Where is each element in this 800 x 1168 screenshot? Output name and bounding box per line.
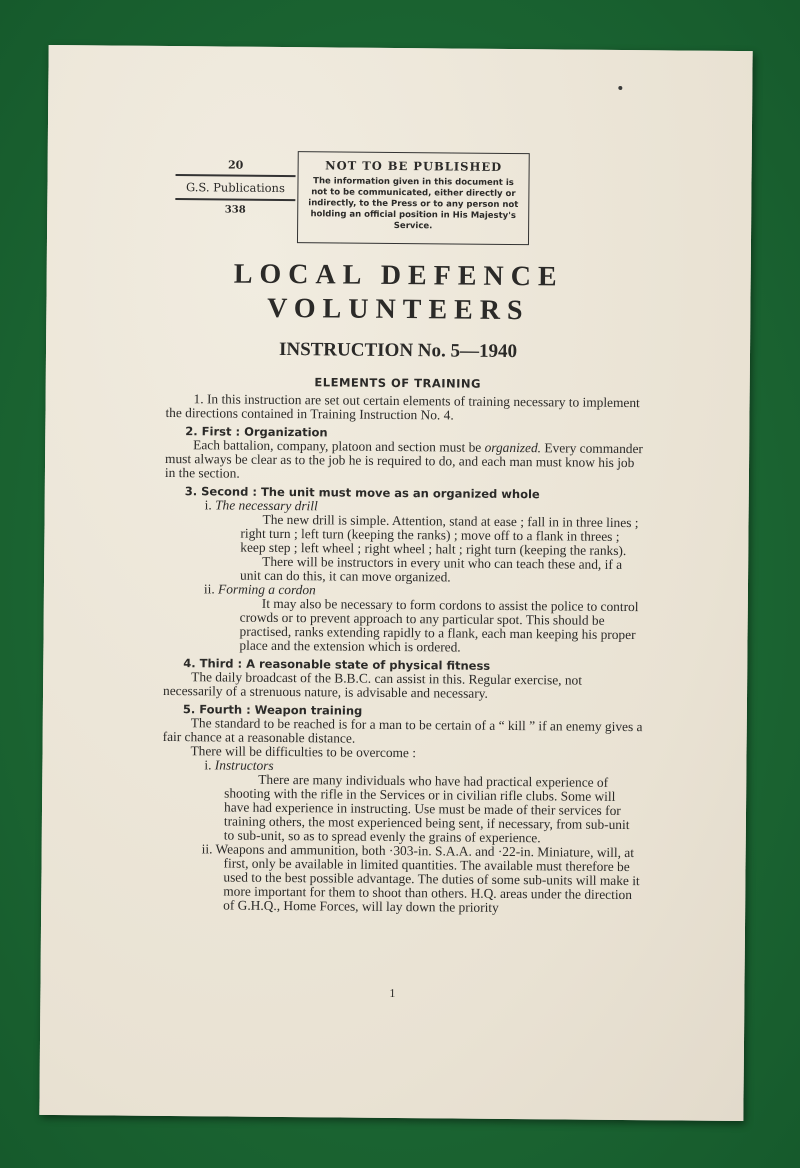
paragraph-difficulties: There will be difficulties to be overcome : xyxy=(190,743,417,761)
drill-paragraph-2: There will be instructors in every unit who can teach these and, if a unit can do this, it can move organized. xyxy=(239,553,623,585)
document-page xyxy=(39,45,752,1121)
weapons-paragraph xyxy=(161,842,642,916)
cordon-paragraph: It may also be necessary to form cordons to assist the police to control crowds or to prevent approach to any particular spot. This should be practised, ranks extending rapidly to a flank, each man keeping his proper place and the extension which is ordered. xyxy=(239,595,639,655)
document-body xyxy=(161,392,646,916)
document-title-line1: LOCAL DEFENCE xyxy=(233,258,564,293)
weapons-label: ii. xyxy=(201,841,213,857)
not-to-be-published-notice xyxy=(297,151,530,245)
subheading-cordon-label: ii. xyxy=(203,581,215,597)
paragraph-organization xyxy=(165,438,645,484)
page-number: 1 xyxy=(389,985,396,1001)
organization-text-a: Each battalion, company, platoon and section must be xyxy=(193,437,485,455)
subheading-drill-label: i. xyxy=(204,497,212,513)
subheading-instructors-title: Instructors xyxy=(214,757,274,773)
subheading-drill-title: The necessary drill xyxy=(215,497,318,514)
reference-number-top: 20 xyxy=(227,158,244,172)
instruction-number: INSTRUCTION No. 5—1940 xyxy=(278,338,518,363)
reference-number-bottom: 338 xyxy=(224,204,246,216)
organization-text-b: Every commander must always be clear as to the job he is required to do, and each man must know his job in the section. xyxy=(164,440,643,481)
document-title-line2: VOLUNTEERS xyxy=(267,292,530,327)
notice-body: The information given in this document is not to be communicated, either directly or indirectly, to the Press or to any person not holding an official position in His Majesty's Service. xyxy=(308,176,519,232)
heading-weapon-training: 5. Fourth : Weapon training xyxy=(182,702,363,718)
ink-spot xyxy=(618,86,622,90)
heading-organized-whole: 3. Second : The unit must move as an organized whole xyxy=(184,484,540,502)
heading-physical-fitness: 4. Third : A reasonable state of physical fitness xyxy=(183,656,491,673)
instructors-text xyxy=(162,772,643,846)
organization-text-emphasis: organized. xyxy=(484,439,542,456)
drill-text xyxy=(164,512,645,586)
subheading-instructors-label: i. xyxy=(204,757,212,773)
publications-label: G.S. Publications xyxy=(175,174,295,201)
paragraph-physical-fitness: The daily broadcast of the B.B.C. can assist in this. Regular exercise, not necessarily of a strenuous nature, is advisable and necessary. xyxy=(162,669,583,701)
drill-paragraph-1: The new drill is simple. Attention, stand at ease ; fall in in three lines ; right turn ; left turn (keeping the ranks) ; move off to a flank in threes ; keep step ; left wheel ; right wheel ; halt ; right turn (keeping the ranks). xyxy=(240,511,639,559)
instructors-paragraph: There are many individuals who have had practical experience of shooting with the rifle in the Services or in civilian rifle clubs. Some will have had experience in instructing. Use must be made of their services for training others, the most experienced being sent, if necessary, from sub-unit to sub-unit, so as to spread evenly the grains of experience. xyxy=(223,771,630,846)
weapons-text: Weapons and ammunition, both ·303-in. S.A.A. and ·22-in. Miniature, will, at first, only be available in limited quantities. The available must therefore be used to the best possible advantage. The duties of some sub-units will make it more important for them to shoot than others. H.Q. areas under the direction of G.H.Q., Home Forces, will lay down the priority xyxy=(215,841,640,915)
paragraph-1: 1. In this instruction are set out certain elements of training necessary to implement the directions contained in Training Instruction No. 4. xyxy=(165,391,640,423)
subheading-cordon-title: Forming a cordon xyxy=(218,581,316,598)
cordon-text xyxy=(163,596,643,656)
section-title: ELEMENTS OF TRAINING xyxy=(314,375,482,391)
publication-reference xyxy=(175,156,296,221)
paragraph-weapon-training: The standard to be reached is for a man to be certain of a “ kill ” if an enemy gives a fair chance at a reasonable distance. xyxy=(162,715,643,746)
heading-organization: 2. First : Organization xyxy=(185,424,328,440)
notice-title: NOT TO BE PUBLISHED xyxy=(325,158,503,174)
